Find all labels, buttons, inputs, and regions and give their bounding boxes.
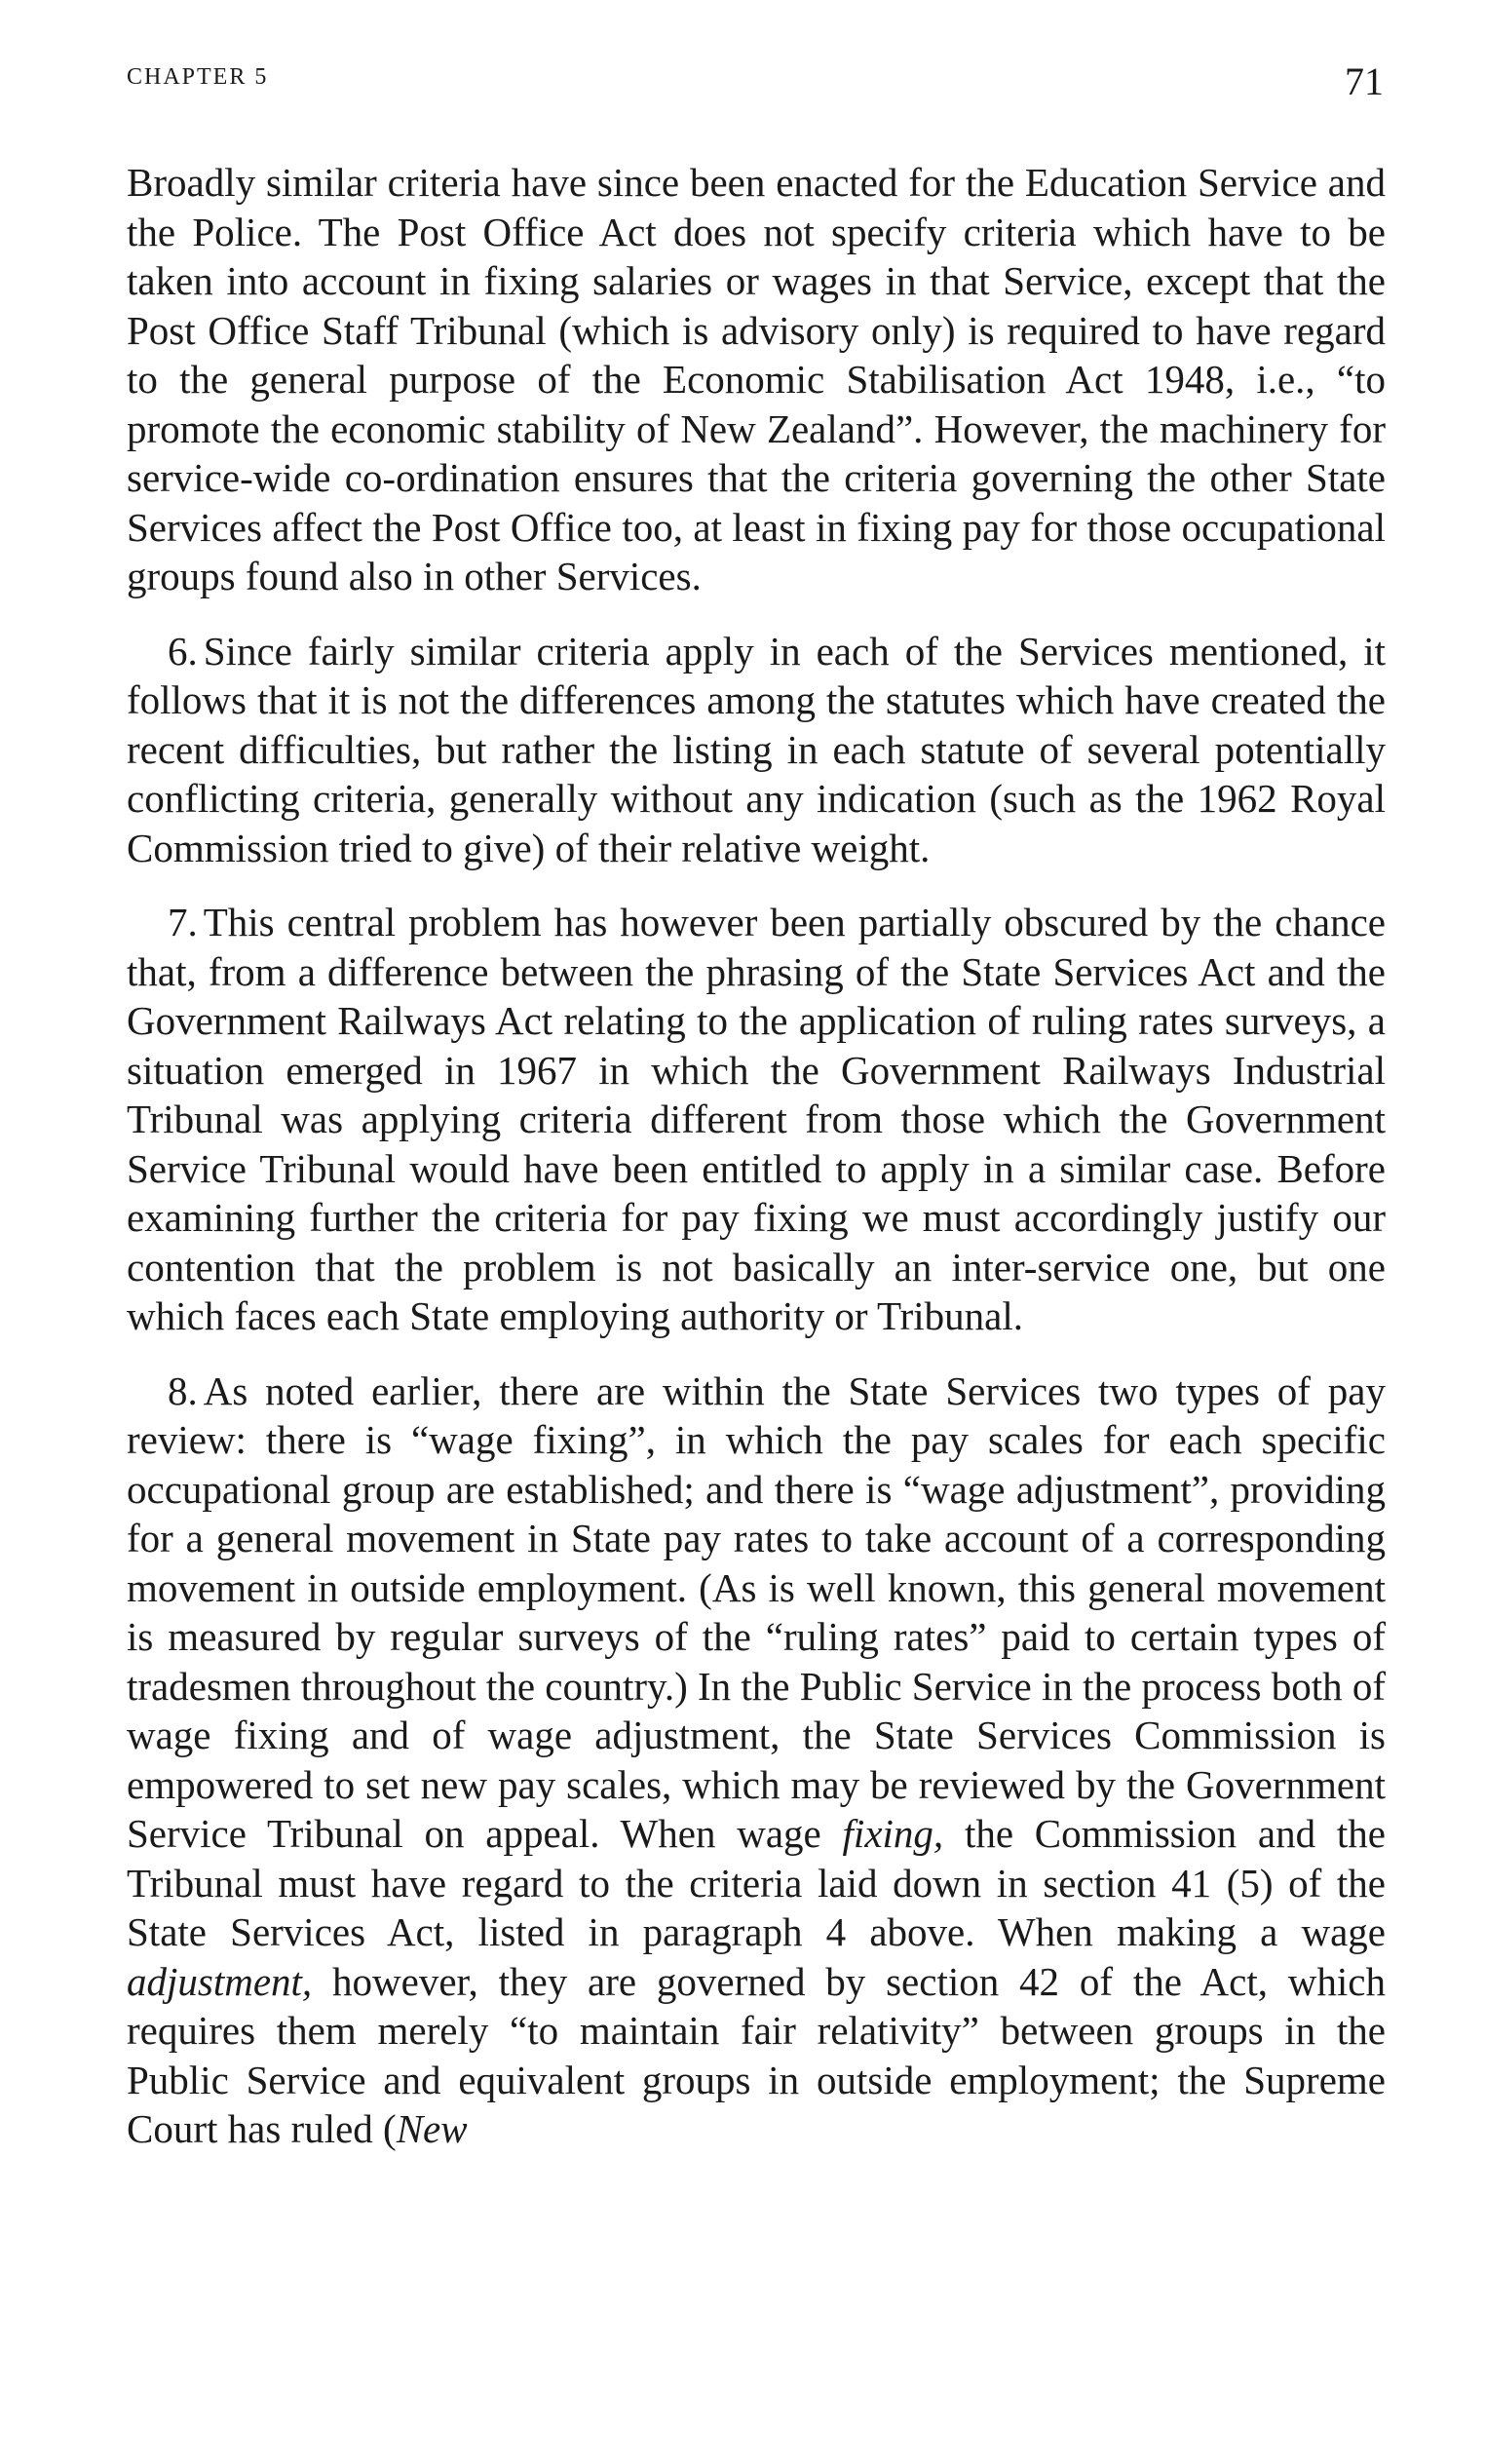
paragraph-8 — [127, 1367, 1386, 2154]
paragraph-number: 8. — [168, 1367, 198, 1413]
italic-term-fixing: fixing, — [842, 1811, 944, 1856]
paragraph-number: 7. — [168, 900, 198, 944]
body-text — [127, 158, 1386, 2179]
paragraph-text-part: however, they are governed by section 42 of the Act, which requires them merely “to maintain fair relativity” between groups in the Public Service and equivalent groups in outside employment; the Supreme Court has ruled ( — [127, 1958, 1386, 2151]
paragraph-text-part: the Commission and the Tribunal must have regard to the criteria laid down in section 41 (5) of the State Services Act, listed in paragraph 4 above. When making a wage — [127, 1811, 1386, 1954]
italic-term-adjustment: adjustment, — [127, 1958, 313, 2004]
chapter-label: CHAPTER 5 — [127, 64, 269, 90]
paragraph-text: This central problem has however been partially obscured by the chance that, from a difference between the phrasing of the State Services Act and the Government Railways Act relating to the application of ruling rates surveys, a situation emerged in 1967 in which the Government Railways Industrial Tribunal was applying criteria different from those which the Government Service Tribunal would have been entitled to apply in a similar case. Before examining further the criteria for pay fixing we must accordingly justify our contention that the problem is not basically an inter-service one, but one which faces each State employing authority or Tribunal. — [127, 900, 1386, 1338]
paragraph-text: Broadly similar criteria have since been enacted for the Education Service and the Police. The Post Office Act does not specify criteria which have to be taken into account in fixing salaries or wages in that Service, except that the Post Office Staff Tribunal (which is advisory only) is required to have regard to the general purpose of the Economic Stabilisation Act 1948, i.e., “to promote the economic stability of New Zealand”. However, the machinery for service-wide co-ordination ensures that the criteria governing the other State Services affect the Post Office too, at least in fixing pay for those occupational groups found also in other Services. — [127, 160, 1386, 598]
italic-case-name: New — [396, 2106, 468, 2151]
paragraph-text-part: As noted earlier, there are within the State Services two types of pay review: there is “wage fixing”, in which the pay scales for each specific occupational group are established; and there is “wage adjustment”, providing for a general movement in State pay rates to take account of a corresponding movement in outside employment. (As is well known, this general movement is measured by regular surveys of the “ruling rates” paid to certain types of tradesmen throughout the country.) In the Public Service in the process both of wage fixing and of wage adjustment, the State Services Commission is empowered to set new pay scales, which may be reviewed by the Government Service Tribunal on appeal. When wage — [127, 1367, 1386, 1856]
paragraph-number: 6. — [168, 628, 198, 674]
paragraph-6 — [127, 627, 1386, 873]
page-number: 71 — [1345, 59, 1384, 103]
paragraph-continued — [127, 158, 1386, 601]
running-head — [127, 60, 1384, 109]
paragraph-7 — [127, 898, 1386, 1341]
paragraph-text: Since fairly similar criteria apply in each of the Services mentioned, it follows that it is not the differences among the statutes which have created the recent difficulties, but rather the listing in each statute of several potentially conflicting criteria, generally without any indication (such as the 1962 Royal Commission tried to give) of their relative weight. — [127, 628, 1386, 870]
